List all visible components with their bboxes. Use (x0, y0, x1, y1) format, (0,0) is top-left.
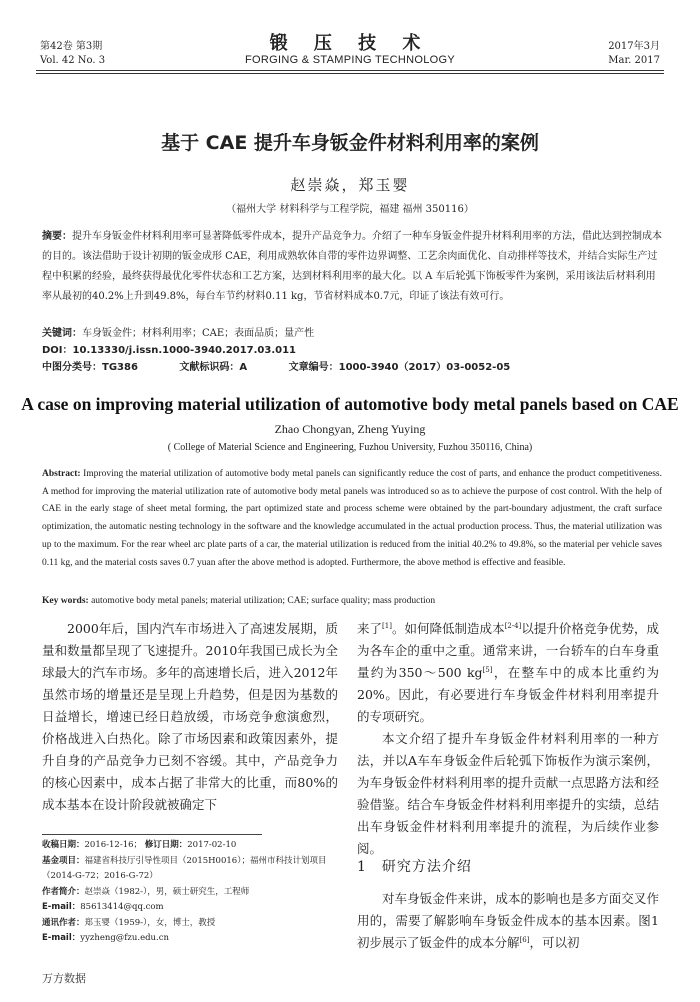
text-run: ，在整车中的成本比重约为20%。因此，有必要进行车身钣金件材料利用率提升的专项研究。 (357, 665, 659, 724)
intro-paragraph-1-cont (357, 618, 659, 728)
intro-paragraph-1: 2000年后，国内汽车市场进入了高速发展期，质量和数量都呈现了飞速提升。2010年我国已成长为全球最大的汽车市场。多年的高速增长后，进入2012年虽然市场的增量还是呈现上升趋势，但是因为基数的日益增长，增速已经日趋放缓，市场竞争愈演愈烈，价格战进入白热化。除了市场因素和政策因素外，提升自身的产品竞争力已刻不容缓。其中，产品竞争力的核心因素中，成本占据了非常大的比重，而80%的成本基本在设计阶段就被确定下 (42, 621, 338, 812)
doi-value: 10.13330/j.issn.1000-3940.2017.03.011 (72, 345, 296, 356)
journal-name-zh: 锻 压 技 术 (269, 33, 431, 54)
paper-title-en: A case on improving material utilization of automotive body metal panels based on CAE (21, 394, 679, 414)
fund-label: 基金项目： (42, 855, 85, 866)
keywords-en (42, 593, 662, 609)
keywords-en-text: automotive body metal panels; material utilization; CAE; surface quality; mass production (91, 596, 436, 606)
text-run: 对车身钣金件来讲，成本的影响也是多方面交叉作用的，需要了解影响车身钣金件成本的基本因素。图1初步展示了钣金件的成本分解 (357, 891, 659, 950)
affiliation-en: ( College of Material Science and Engineering, Fuzhou University, Fuzhou 350116, China) (167, 442, 533, 453)
revised-date: 2017-02-10 (187, 840, 237, 850)
revised-label: 修订日期： (144, 840, 188, 850)
citation-5: [5] (482, 665, 493, 674)
email-footnote-1 (42, 900, 338, 916)
corr-label: 通讯作者： (42, 917, 85, 928)
citation-6: [6] (519, 935, 530, 944)
section-heading-1: 1 研究方法介绍 (357, 859, 472, 875)
doc-code-label: 文献标识码： (179, 362, 240, 373)
author-bio: 赵崇焱（1982-），男，硕士研究生，工程师 (84, 886, 250, 897)
journal-name-en: FORGING & STAMPING TECHNOLOGY (245, 54, 455, 66)
body-column-left (42, 618, 338, 816)
keywords-zh-text: 车身钣金件；材料利用率；CAE；表面品质；量产性 (82, 328, 315, 339)
clc-value: TG386 (102, 362, 138, 373)
paper-title-zh: 基于 CAE 提升车身钣金件材料利用率的案例 (161, 132, 539, 154)
volume-zh: 第42卷 第3期 (40, 41, 103, 52)
email1-value: 85613414@qq.com (80, 902, 164, 912)
email1-label: E-mail： (42, 902, 81, 912)
author-bio-label: 作者简介： (42, 886, 85, 897)
authors-zh: 赵崇焱，郑玉婴 (290, 176, 410, 194)
abstract-en-text: Improving the material utilization of automotive body metal panels can significantly reduce the cost of parts, and enhance the product competitiveness. A method for improving the material utilization rate of automotive body metal panels was introduced so as to achieve the purpose of cost control. With the help of CAE in the early stage of sheet metal forming, the part optimized state and process scheme were obtained by the part-boundary adjustment, the craft surface optimization, the automatic nesting technology in the software and the knowledge accumulated in the actual production process. Thus, the material utilization was up to the maximum. For the rear wheel arc plate parts of a car, the material utilization is reduced from the initial 40.2% to 49.8%, so the material per vehicle saves 0.11 kg, and the material costs saves 0.7 yuan after the above method is adopted. Furthermore, the above method is effective and feasible. (42, 469, 662, 568)
journal-masthead (0, 34, 700, 66)
text-run: 以提升价格竞争优势，成为各车企的重中之重。通常来讲，一台轿车的白车身重量约为350～500 kg (357, 621, 659, 680)
keywords-en-label: Key words: (42, 596, 89, 606)
corr-author: 郑玉婴（1959-），女，博士，教授 (84, 917, 216, 928)
section-1-paragraph (357, 888, 659, 954)
author-footnote (42, 885, 338, 901)
citation-1: [1] (382, 621, 392, 630)
dates-footnote (42, 838, 338, 854)
volume-en: Vol. 42 No. 3 (40, 55, 106, 66)
doi-label: DOI： (42, 345, 73, 356)
clc-label: 中图分类号： (42, 362, 102, 373)
text-run: 。如何降低制造成本 (391, 621, 505, 636)
intro-paragraph-2: 本文介绍了提升车身钣金件材料利用率的一种方法，并以A车车身钣金件后轮弧下饰板作为演示案例，为车身钣金件材料利用率的提升贡献一点思路方法和经验借鉴。结合车身钣金件材料利用率提升的实绩，总结出车身钣金件材料利用率提升的流程，为后续作业参阅。 (357, 731, 659, 856)
article-no-label: 文章编号： (288, 362, 339, 373)
body-column-right (357, 618, 659, 860)
email-footnote-2 (42, 931, 338, 947)
received-label: 收稿日期： (42, 840, 85, 850)
section-1-text (357, 888, 659, 954)
abstract-zh-label: 摘要： (42, 231, 72, 242)
email2-label: E-mail： (42, 933, 81, 943)
date-en: Mar. 2017 (608, 55, 660, 66)
affiliation-zh: （福州大学 材料科学与工程学院，福建 福州 350116） (226, 204, 474, 215)
abstract-en (42, 466, 662, 572)
fund-text: 福建省科技厅引导性项目（2015H0016）；福州市科技计划项目（2014-G-72；2016-G-72） (42, 855, 327, 881)
text-run: 来了 (357, 621, 383, 636)
doi-line (42, 343, 662, 359)
authors-en: Zhao Chongyan, Zheng Yuying (274, 422, 426, 436)
fund-footnote (42, 854, 338, 885)
footnotes (42, 838, 338, 947)
citation-2-4: [2-4] (504, 621, 522, 630)
text-run: ，可以初 (529, 935, 580, 950)
issue-date (608, 40, 660, 68)
corresponding-footnote (42, 916, 338, 932)
email2-value: yyzheng@fzu.edu.cn (80, 933, 169, 943)
keywords-zh-label: 关键词： (42, 328, 82, 339)
abstract-en-label: Abstract: (42, 469, 81, 479)
article-no-value: 1000-3940（2017）03-0052-05 (338, 362, 511, 373)
abstract-zh (42, 227, 662, 307)
header-rule (36, 70, 664, 74)
watermark: 万方数据 (42, 972, 86, 985)
abstract-zh-text: 提升车身钣金件材料利用率可显著降低零件成本，提升产品竞争力。介绍了一种车身钣金件提升材料利用率的方法，借此达到控制成本的目的。该法借助于设计初期的钣金成形 CAE，利用成熟软体自带的零件边界调整、工艺余肉面优化、自动排样等技术，并结合实际生产过程中积累的经验，最终获得最优化零件状态和工艺方案，达到材料利用率的最大化。以 A 车后轮弧下饰板零件为案例，采用该法后材料利用率从最初的40.2%上升到49.8%，每台车节约材料0.11 kg，节省材料成本0.7元，印证了该法有效可行。 (42, 231, 662, 302)
received-date: 2016-12-16； (84, 840, 143, 850)
classification-line (42, 360, 662, 376)
keywords-zh (42, 326, 662, 342)
date-zh: 2017年3月 (608, 41, 660, 52)
footnote-rule (42, 834, 262, 835)
doc-code-value: A (239, 362, 248, 373)
